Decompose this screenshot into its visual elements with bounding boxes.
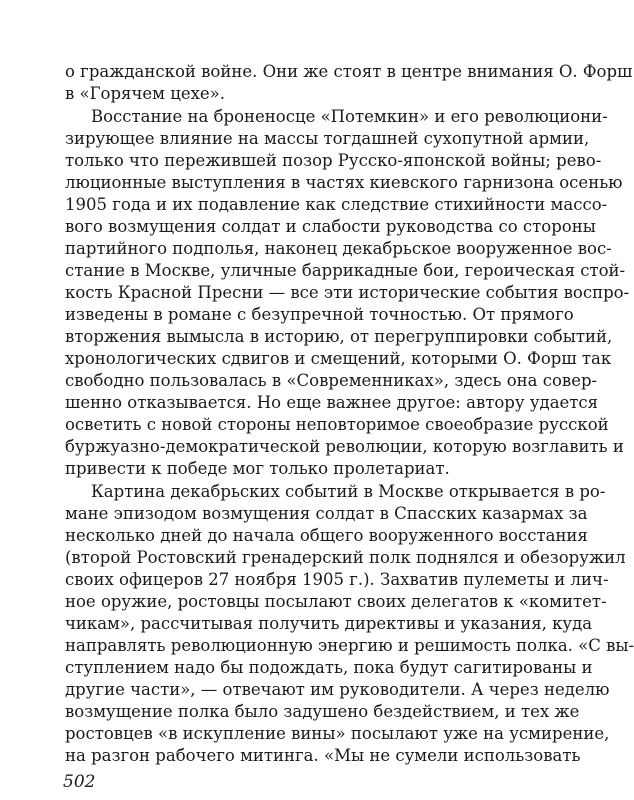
text-line: ное оружие, ростовцы посылают своих делегатов к «комитет- — [65, 592, 607, 611]
text-line: Восстание на броненосце «Потемкин» и его революциони- — [91, 107, 608, 126]
text-line: вого возмущения солдат и слабости руководства со стороны — [65, 217, 596, 236]
text-line: в «Горячем цехе». — [65, 84, 225, 103]
text-line: буржуазно-демократической революции, которую возглавить и — [65, 437, 624, 456]
text-line: ступлением надо бы подождать, пока будут сагитированы и — [65, 658, 593, 677]
text-line: свободно пользовалась в «Современниках», здесь она совер- — [65, 371, 598, 390]
text-line: на разгон рабочего митинга. «Мы не сумели использовать — [65, 746, 581, 765]
text-line: мане эпизодом возмущения солдат в Спасских казармах за — [65, 504, 588, 523]
text-line: 1905 года и их подавление как следствие стихийности массо- — [65, 195, 608, 214]
text-line: осветить с новой стороны неповторимое своеобразие русской — [65, 415, 609, 434]
text-line: зирующее влияние на массы тогдашней сухопутной армии, — [65, 129, 590, 148]
text-line: другие части», — отвечают им руководители. А через неделю — [65, 680, 610, 699]
text-line: возмущение полка было задушено бездействием, и тех же — [65, 702, 580, 721]
text-line: изведены в романе с безупречной точностью. От прямого — [65, 305, 574, 324]
text-line: ростовцев «в искупление вины» посылают уже на усмирение, — [65, 724, 610, 743]
text-line: только что пережившей позор Русско-японской войны; рево- — [65, 151, 602, 170]
text-line: Картина декабрьских событий в Москве открывается в ро- — [91, 482, 606, 501]
text-line: хронологических сдвигов и смещений, которыми О. Форш так — [65, 349, 612, 368]
text-line: привести к победе мог только пролетариат. — [65, 459, 450, 478]
text-line: вторжения вымысла в историю, от перегруппировки событий, — [65, 327, 613, 346]
text-line: о гражданской войне. Они же стоят в центре внимания О. Форш — [65, 62, 633, 81]
text-line: шенно отказывается. Но еще важнее другое: автору удается — [65, 393, 599, 412]
text-line: люционные выступления в частях киевского гарнизона осенью — [65, 173, 623, 192]
text-line: своих офицеров 27 ноября 1905 г.). Захватив пулеметы и лич- — [65, 570, 609, 589]
text-line: несколько дней до начала общего вооруженного восстания — [65, 526, 588, 545]
text-line: партийного подполья, наконец декабрьское вооруженное вос- — [65, 239, 612, 258]
text-line: (второй Ростовский гренадерский полк поднялся и обезоружил — [65, 548, 626, 567]
text-line: направлять революционную энергию и решимость полка. «С вы- — [65, 636, 634, 655]
text-line: стание в Москве, уличные баррикадные бои, героическая стой- — [65, 261, 626, 280]
text-line: кость Красной Пресни — все эти исторические события воспро- — [65, 283, 630, 302]
page-number: 502 — [63, 772, 96, 792]
text-line: чикам», рассчитывая получить директивы и указания, куда — [65, 614, 593, 633]
